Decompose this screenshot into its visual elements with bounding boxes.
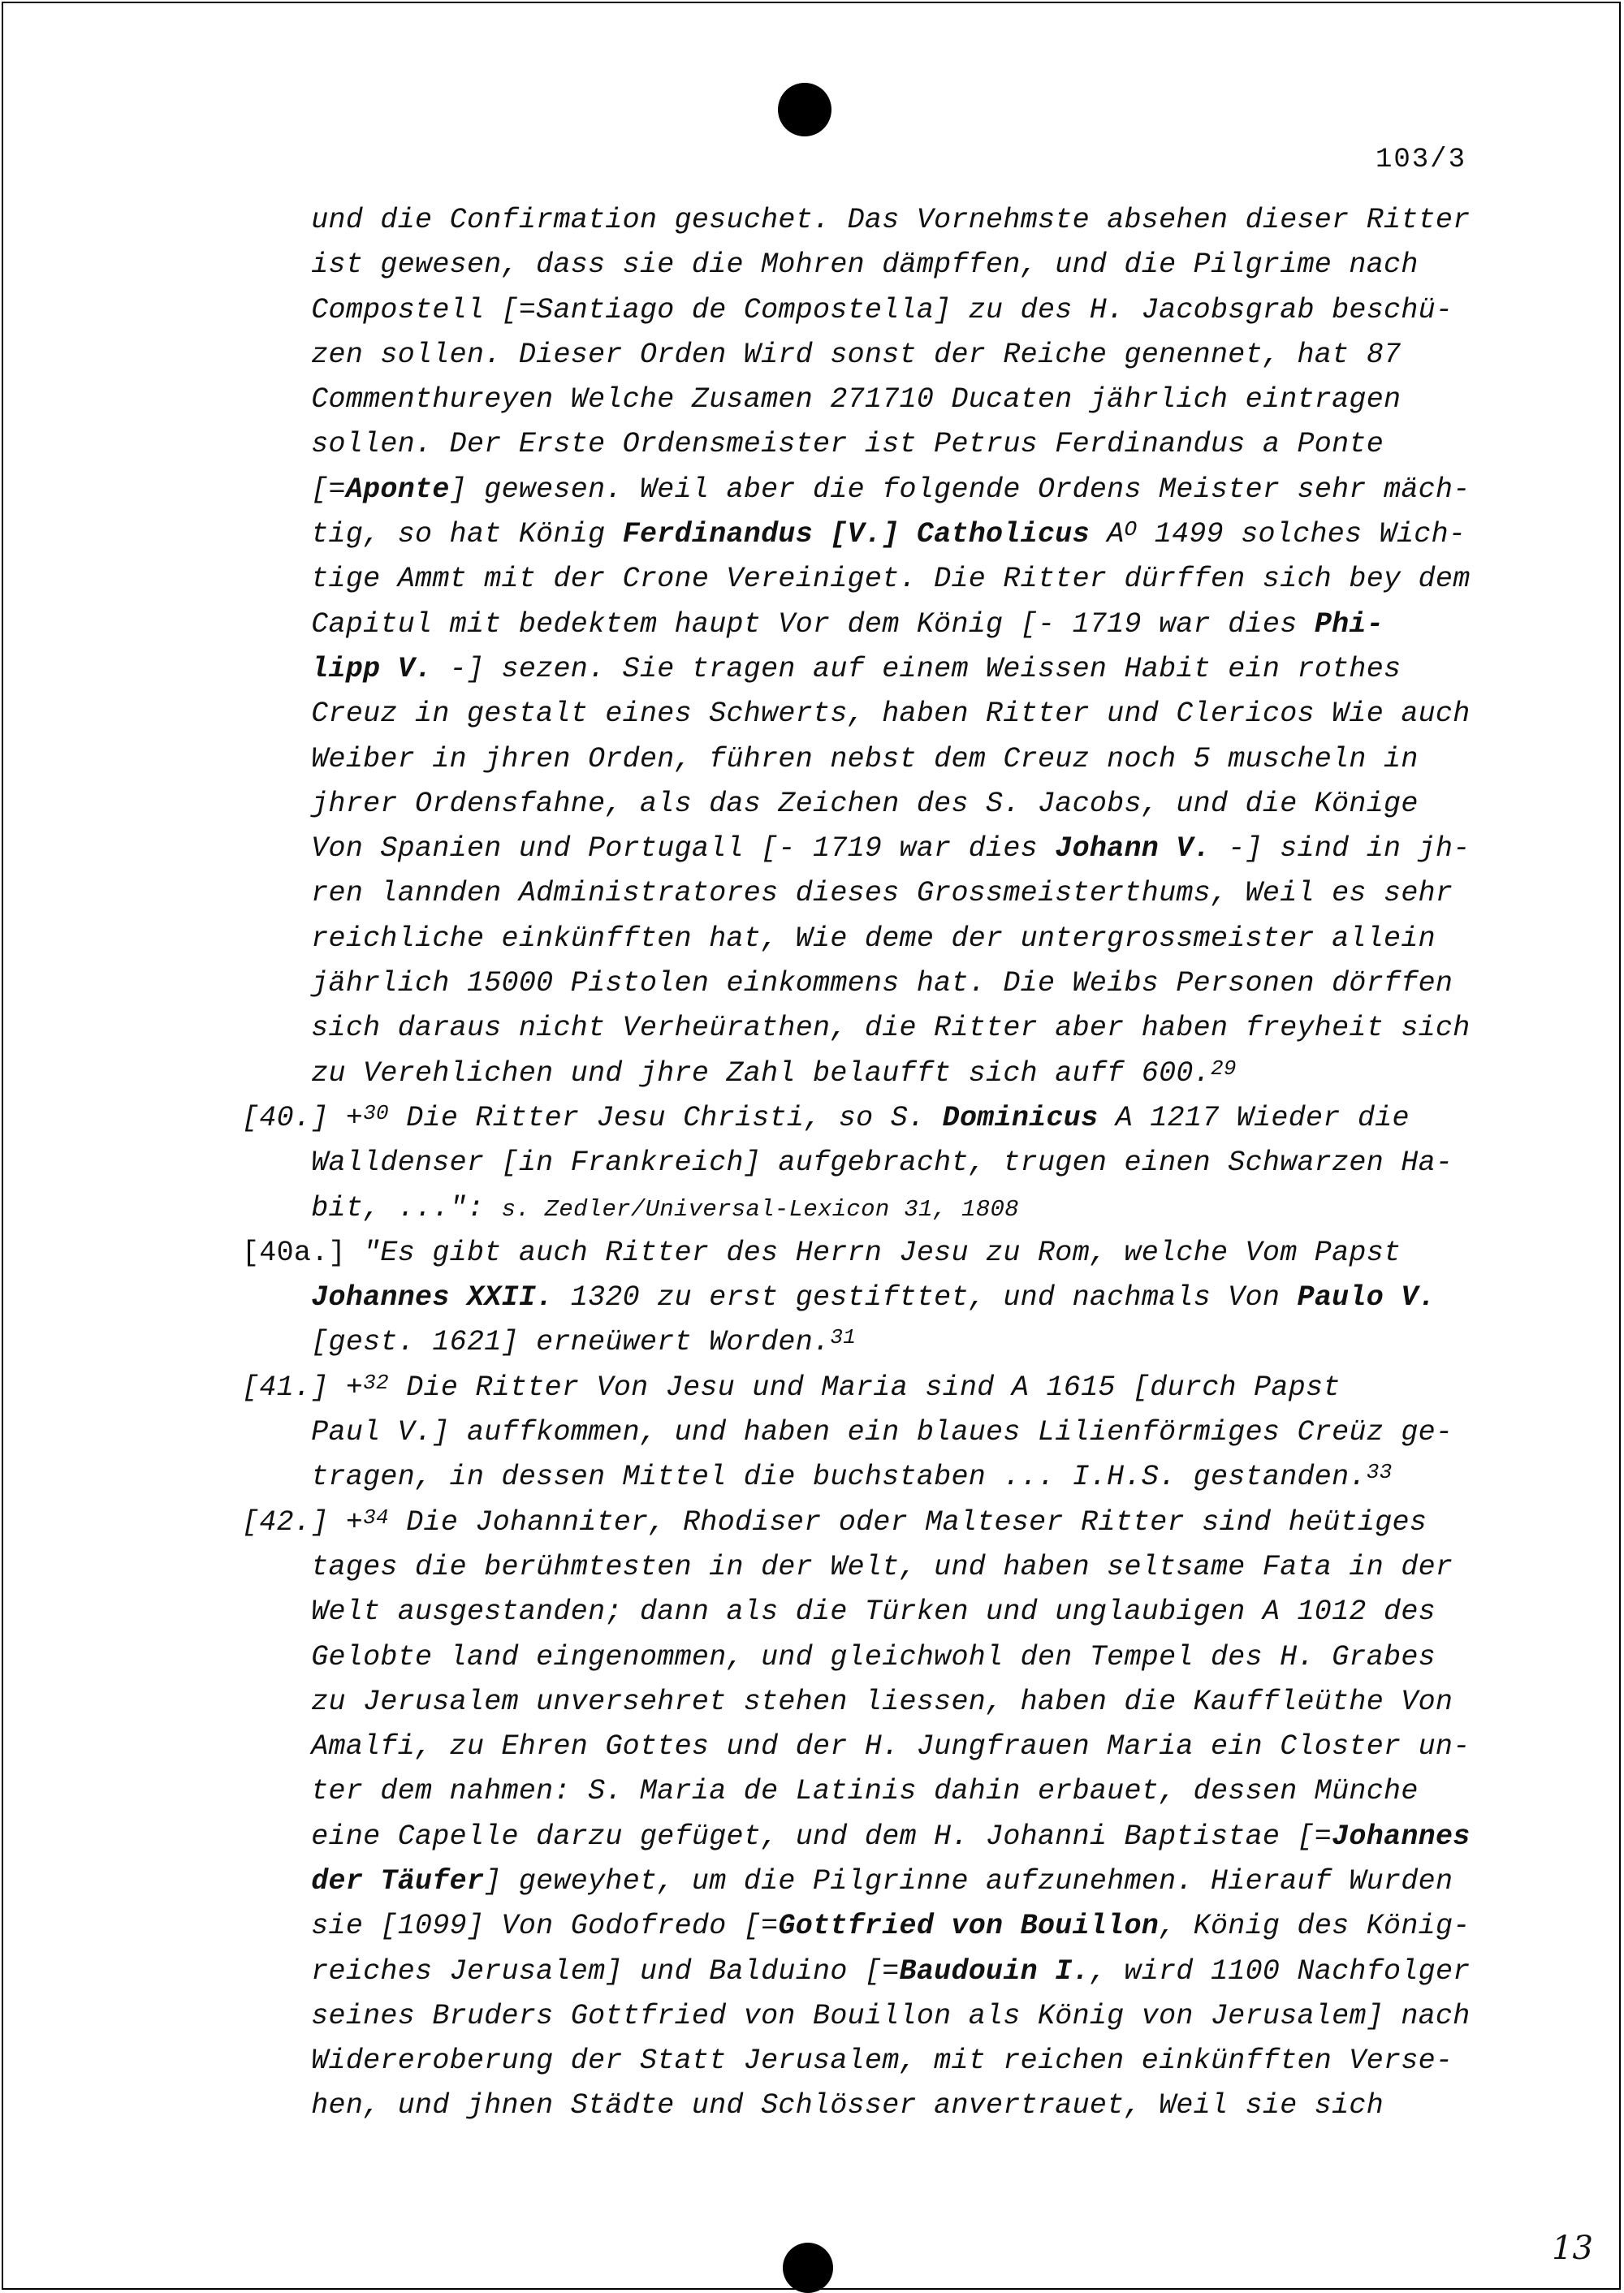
- text-line: [242, 602, 1484, 647]
- text-run: Die Ritter Jesu Christi, so S.: [388, 1101, 943, 1134]
- text-run: reichliche einkünfften hat, Wie deme der untergrossmeister allein: [242, 922, 1436, 955]
- text-line: [242, 1680, 1484, 1725]
- text-line: [242, 243, 1484, 287]
- text-line: [242, 1186, 1484, 1231]
- text-run: [gest. 1621] erneüwert Worden.: [242, 1326, 831, 1359]
- text-line: [242, 1545, 1484, 1590]
- text-run: tige Ammt mit der Crone Vereiniget. Die Ritter dürffen sich bey dem: [242, 563, 1471, 596]
- text-line: [242, 333, 1484, 378]
- text-line: [242, 1994, 1484, 2039]
- text-line: [242, 1051, 1484, 1096]
- text-run: sollen. Der Erste Ordensmeister ist Petrus Ferdinandus a Ponte: [242, 428, 1384, 461]
- text-run: [=: [242, 473, 346, 506]
- text-line: [242, 557, 1484, 602]
- bold-name: Phi-: [1314, 607, 1384, 641]
- text-line: [242, 961, 1484, 1006]
- text-line: [242, 1006, 1484, 1051]
- footnote-ref: 29: [1211, 1056, 1237, 1081]
- text-run: ren lannden Administratores dieses Grossmeisterthums, Weil es sehr: [242, 877, 1453, 910]
- text-run: Capitul mit bedektem haupt Vor dem König [- 1719 war dies: [242, 607, 1315, 641]
- text-line: [242, 647, 1484, 692]
- text-run: -] sind in jh-: [1211, 832, 1471, 866]
- text-line: [242, 198, 1484, 243]
- text-line: [242, 1590, 1484, 1634]
- text-line: [242, 1231, 1484, 1276]
- text-run: Amalfi, zu Ehren Gottes und der H. Jungfrauen Maria ein Closter un-: [242, 1730, 1471, 1764]
- text-run: A: [1089, 518, 1125, 551]
- bold-name: Johann V.: [1055, 832, 1211, 866]
- text-line: [242, 1501, 1484, 1545]
- text-line: [242, 871, 1484, 916]
- text-run: [41.] +: [242, 1371, 364, 1404]
- punch-hole-top: [778, 83, 831, 136]
- footnote-ref: O: [1124, 517, 1138, 542]
- text-line: [242, 1455, 1484, 1500]
- text-run: ] gewesen. Weil aber die folgende Ordens Meister sehr mäch-: [449, 473, 1471, 506]
- text-run: -] sezen. Sie tragen auf einem Weissen Habit ein rothes: [432, 652, 1402, 685]
- text-line: [242, 288, 1484, 333]
- bold-name: Aponte: [345, 473, 450, 506]
- document-body: [242, 198, 1484, 2129]
- text-run: [42.] +: [242, 1505, 364, 1539]
- text-line: [242, 1635, 1484, 1680]
- text-run: 1499 solches Wich-: [1137, 518, 1466, 551]
- text-run: "Es gibt auch Ritter des Herrn Jesu zu Rom, welche Vom Papst: [363, 1236, 1402, 1269]
- text-line: [242, 1276, 1484, 1320]
- text-run: A 1217 Wieder die: [1098, 1101, 1410, 1134]
- text-run: bit, ...":: [242, 1191, 502, 1224]
- footnote-ref: 31: [830, 1325, 857, 1350]
- footnote-ref: 33: [1366, 1460, 1393, 1485]
- text-run: Gelobte land eingenommen, und gleichwohl den Tempel des H. Grabes: [242, 1640, 1436, 1673]
- text-run: Die Ritter Von Jesu und Maria sind A 1615 [durch Papst: [388, 1371, 1341, 1404]
- text-run: seines Bruders Gottfried von Bouillon als König von Jerusalem] nach: [242, 1999, 1471, 2032]
- text-line: [242, 468, 1484, 512]
- text-run: ] geweyhet, um die Pilgrinne aufzunehmen. Hierauf Wurden: [484, 1864, 1453, 1898]
- footnote-ref: 34: [363, 1505, 389, 1530]
- text-run: zu Verehlichen und jhre Zahl belaufft sich auff 600.: [242, 1056, 1211, 1090]
- bold-name: Johannes XXII.: [311, 1281, 554, 1315]
- text-run: 1320 zu erst gestifttet, und nachmals Von: [553, 1281, 1298, 1315]
- text-run: zen sollen. Dieser Orden Wird sonst der Reiche genennet, hat 87: [242, 338, 1402, 371]
- text-line: [242, 1859, 1484, 1904]
- bold-name: Dominicus: [942, 1101, 1099, 1134]
- text-line: [242, 512, 1484, 557]
- text-run: s. Zedler/Universal-Lexicon 31, 1808: [501, 1195, 1019, 1223]
- text-line: [242, 422, 1484, 467]
- text-run: tragen, in dessen Mittel die buchstaben ... I.H.S. gestanden.: [242, 1461, 1367, 1494]
- text-run: jährlich 15000 Pistolen einkommens hat. Die Weibs Personen dörffen: [242, 967, 1453, 1000]
- text-run: tig, so hat König: [242, 518, 623, 551]
- handwritten-folio-mark: 13: [1552, 2230, 1593, 2267]
- text-run: Commenthureyen Welche Zusamen 271710 Ducaten jährlich eintragen: [242, 383, 1402, 417]
- text-line: [242, 1950, 1484, 1994]
- text-line: [242, 827, 1484, 871]
- text-line: [242, 1725, 1484, 1769]
- text-line: [242, 1904, 1484, 1949]
- page-number: 103/3: [1375, 145, 1466, 175]
- text-run: [40.] +: [242, 1101, 364, 1134]
- text-line: [242, 1366, 1484, 1410]
- text-run: Walldenser [in Frankreich] aufgebracht, trugen einen Schwarzen Ha-: [242, 1146, 1453, 1180]
- text-run: Weiber in jhren Orden, führen nebst dem Creuz noch 5 muscheln in: [242, 742, 1419, 775]
- text-run: Welt ausgestanden; dann als die Türken und unglaubigen A 1012 des: [242, 1596, 1436, 1629]
- bold-name: Gottfried von Bouillon: [778, 1910, 1160, 1943]
- text-run: [242, 653, 311, 685]
- text-run: , wird 1100 Nachfolger: [1089, 1954, 1471, 1988]
- bold-name: Johannes: [1332, 1820, 1471, 1853]
- bold-name: Baudouin I.: [899, 1954, 1090, 1988]
- footnote-ref: 32: [363, 1370, 389, 1395]
- text-line: [242, 378, 1484, 422]
- text-run: sie [1099] Von Godofredo [=: [242, 1910, 779, 1943]
- text-run: zu Jerusalem unversehret stehen liessen, haben die Kauffleüthe Von: [242, 1685, 1453, 1718]
- text-line: [242, 2084, 1484, 2128]
- text-line: [242, 1410, 1484, 1455]
- text-run: Creuz in gestalt eines Schwerts, haben Ritter und Clericos Wie auch: [242, 697, 1471, 731]
- bold-name: Ferdinandus [V.] Catholicus: [622, 518, 1090, 551]
- text-run: hen, und jhnen Städte und Schlösser anvertrauet, Weil sie sich: [242, 2089, 1384, 2122]
- text-run: und die Confirmation gesuchet. Das Vornehmste absehen dieser Ritter: [242, 204, 1471, 236]
- bold-name: lipp V.: [311, 652, 433, 685]
- text-line: [242, 1141, 1484, 1185]
- text-run: [40a.]: [242, 1236, 364, 1269]
- text-line: [242, 1096, 1484, 1141]
- text-run: [242, 1281, 311, 1314]
- bold-name: Paulo V.: [1297, 1281, 1436, 1315]
- text-line: [242, 782, 1484, 827]
- text-run: Widereroberung der Statt Jerusalem, mit reichen einkünfften Verse-: [242, 2045, 1453, 2078]
- text-line: [242, 1769, 1484, 1814]
- punch-hole-bottom: [783, 2243, 833, 2293]
- text-run: ter dem nahmen: S. Maria de Latinis dahin erbauet, dessen Münche: [242, 1775, 1419, 1808]
- text-run: eine Capelle darzu gefüget, und dem H. Johanni Baptistae [=: [242, 1820, 1332, 1853]
- text-line: [242, 917, 1484, 961]
- text-run: reiches Jerusalem] und Balduino [=: [242, 1954, 900, 1988]
- text-run: Compostell [=Santiago de Compostella] zu des H. Jacobsgrab beschü-: [242, 293, 1453, 326]
- text-run: [242, 1865, 311, 1898]
- bold-name: der Täufer: [311, 1864, 485, 1898]
- text-line: [242, 692, 1484, 736]
- text-run: ist gewesen, dass sie die Mohren dämpffen, und die Pilgrime nach: [242, 248, 1419, 282]
- text-line: [242, 2039, 1484, 2084]
- text-line: [242, 1320, 1484, 1365]
- text-line: [242, 1815, 1484, 1859]
- footnote-ref: 30: [363, 1100, 389, 1125]
- text-run: Die Johanniter, Rhodiser oder Malteser Ritter sind heütiges: [388, 1505, 1427, 1539]
- text-run: jhrer Ordensfahne, als das Zeichen des S. Jacobs, und die Könige: [242, 787, 1419, 820]
- text-run: Paul V.] auffkommen, und haben ein blaues Lilienförmiges Creüz ge-: [242, 1416, 1453, 1449]
- text-run: sich daraus nicht Verheürathen, die Ritter aber haben freyheit sich: [242, 1012, 1471, 1045]
- text-run: tages die berühmtesten in der Welt, und haben seltsame Fata in der: [242, 1550, 1453, 1583]
- text-line: [242, 737, 1484, 782]
- text-run: Von Spanien und Portugall [- 1719 war dies: [242, 832, 1056, 866]
- text-run: , König des König-: [1159, 1910, 1471, 1943]
